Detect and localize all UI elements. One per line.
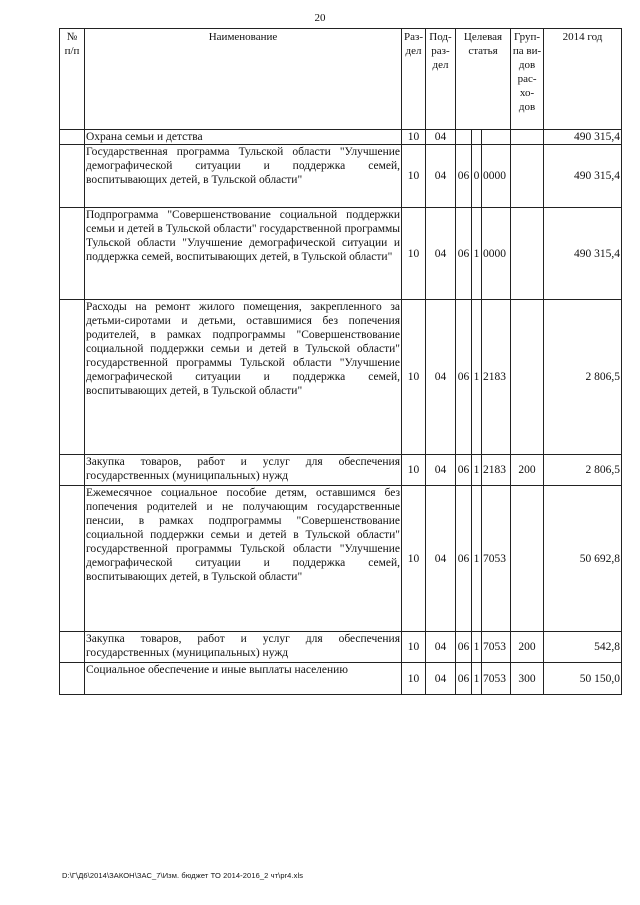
page-number: 20 bbox=[314, 12, 326, 24]
header-expense-group: Груп- па ви- дов рас- хо- дов bbox=[511, 29, 544, 130]
row-razdel-cell: 10 bbox=[402, 455, 426, 486]
table-row bbox=[60, 455, 622, 486]
row-direction-code-cell: 7053 bbox=[482, 486, 511, 632]
row-program-code-cell: 06 bbox=[456, 455, 472, 486]
row-razdel-cell: 10 bbox=[402, 663, 426, 695]
row-name-cell: Социальное обеспечение и иные выплаты населению bbox=[85, 663, 402, 695]
row-podrazdel-cell: 04 bbox=[426, 300, 456, 455]
row-podrazdel-cell: 04 bbox=[426, 632, 456, 663]
row-program-code-cell: 06 bbox=[456, 486, 472, 632]
row-direction-code-cell: 0000 bbox=[482, 208, 511, 300]
table-row bbox=[60, 486, 622, 632]
row-amount-cell: 490 315,4 bbox=[544, 130, 622, 145]
row-amount-cell: 490 315,4 bbox=[544, 208, 622, 300]
table-header-row bbox=[60, 29, 622, 130]
row-subprogram-code-cell: 1 bbox=[472, 486, 482, 632]
row-amount-cell: 2 806,5 bbox=[544, 300, 622, 455]
header-name: Наименование bbox=[85, 29, 402, 130]
row-podrazdel-cell: 04 bbox=[426, 663, 456, 695]
row-direction-code-cell bbox=[482, 130, 511, 145]
row-expense-group-cell: 200 bbox=[511, 632, 544, 663]
row-podrazdel-cell: 04 bbox=[426, 130, 456, 145]
row-amount-cell: 2 806,5 bbox=[544, 455, 622, 486]
row-name-cell: Подпрограмма "Совершенствование социальной поддержки семьи и детей в Тульской области" государственной программы Тульской области "Улучшение демографической ситуации и поддержка семей, воспитывающих детей, в Тульской области" bbox=[85, 208, 402, 300]
row-expense-group-cell bbox=[511, 130, 544, 145]
row-name-cell: Ежемесячное социальное пособие детям, оставшимся без попечения родителей и не получающим государственные пенсии, в рамках подпрограммы "Совершенствование социальной поддержки семьи и детей в Тульской области" государственной программы Тульской области "Улучшение демографической ситуации и поддержка семей, воспитывающих детей, в Тульской области" bbox=[85, 486, 402, 632]
row-subprogram-code-cell: 1 bbox=[472, 300, 482, 455]
table-body bbox=[60, 130, 622, 695]
row-num-cell bbox=[60, 300, 85, 455]
row-subprogram-code-cell bbox=[472, 130, 482, 145]
header-year-2014: 2014 год bbox=[544, 29, 622, 130]
header-num: № п/п bbox=[60, 29, 85, 130]
row-podrazdel-cell: 04 bbox=[426, 486, 456, 632]
table-row bbox=[60, 663, 622, 695]
row-expense-group-cell: 200 bbox=[511, 455, 544, 486]
row-subprogram-code-cell: 0 bbox=[472, 145, 482, 208]
table-row bbox=[60, 300, 622, 455]
row-razdel-cell: 10 bbox=[402, 130, 426, 145]
row-podrazdel-cell: 04 bbox=[426, 145, 456, 208]
row-subprogram-code-cell: 1 bbox=[472, 663, 482, 695]
row-name-cell: Закупка товаров, работ и услуг для обеспечения государственных (муниципальных) нужд bbox=[85, 632, 402, 663]
row-amount-cell: 50 692,8 bbox=[544, 486, 622, 632]
file-path-footer: D:\Г\Д6\2014\ЗАКОН\ЗАС_7\Изм. бюджет ТО 2014-2016_2 чт\pr4.xls bbox=[62, 871, 304, 880]
row-amount-cell: 50 150,0 bbox=[544, 663, 622, 695]
table-row bbox=[60, 145, 622, 208]
row-subprogram-code-cell: 1 bbox=[472, 208, 482, 300]
row-program-code-cell: 06 bbox=[456, 208, 472, 300]
row-program-code-cell: 06 bbox=[456, 663, 472, 695]
row-program-code-cell: 06 bbox=[456, 632, 472, 663]
row-expense-group-cell bbox=[511, 208, 544, 300]
row-direction-code-cell: 0000 bbox=[482, 145, 511, 208]
row-expense-group-cell bbox=[511, 300, 544, 455]
row-razdel-cell: 10 bbox=[402, 208, 426, 300]
row-subprogram-code-cell: 1 bbox=[472, 632, 482, 663]
row-subprogram-code-cell: 1 bbox=[472, 455, 482, 486]
row-amount-cell: 542,8 bbox=[544, 632, 622, 663]
header-razdel: Раз- дел bbox=[402, 29, 426, 130]
row-razdel-cell: 10 bbox=[402, 632, 426, 663]
row-podrazdel-cell: 04 bbox=[426, 455, 456, 486]
budget-table bbox=[59, 28, 622, 695]
row-razdel-cell: 10 bbox=[402, 486, 426, 632]
header-podrazdel: Под- раз- дел bbox=[426, 29, 456, 130]
row-expense-group-cell bbox=[511, 486, 544, 632]
table-row bbox=[60, 632, 622, 663]
row-podrazdel-cell: 04 bbox=[426, 208, 456, 300]
header-target-article: Целевая статья bbox=[456, 29, 511, 130]
row-direction-code-cell: 7053 bbox=[482, 663, 511, 695]
row-program-code-cell: 06 bbox=[456, 145, 472, 208]
row-razdel-cell: 10 bbox=[402, 300, 426, 455]
row-num-cell bbox=[60, 663, 85, 695]
row-expense-group-cell bbox=[511, 145, 544, 208]
row-razdel-cell: 10 bbox=[402, 145, 426, 208]
row-direction-code-cell: 7053 bbox=[482, 632, 511, 663]
row-num-cell bbox=[60, 632, 85, 663]
row-name-cell: Расходы на ремонт жилого помещения, закрепленного за детьми-сиротами и детьми, оставшимися без попечения родителей, в рамках подпрограммы "Совершенствование социальной поддержки семьи и детей в Тульской области" государственной программы Тульской области "Улучшение демографической ситуации и поддержка семей, воспитывающих детей, в Тульской области" bbox=[85, 300, 402, 455]
row-name-cell: Закупка товаров, работ и услуг для обеспечения государственных (муниципальных) нужд bbox=[85, 455, 402, 486]
row-direction-code-cell: 2183 bbox=[482, 455, 511, 486]
row-expense-group-cell: 300 bbox=[511, 663, 544, 695]
row-num-cell bbox=[60, 486, 85, 632]
table-row bbox=[60, 208, 622, 300]
row-name-cell: Государственная программа Тульской области "Улучшение демографической ситуации и поддержка семей, воспитывающих детей, в Тульской области" bbox=[85, 145, 402, 208]
row-direction-code-cell: 2183 bbox=[482, 300, 511, 455]
row-num-cell bbox=[60, 208, 85, 300]
row-num-cell bbox=[60, 145, 85, 208]
row-num-cell bbox=[60, 455, 85, 486]
table-row bbox=[60, 130, 622, 145]
row-amount-cell: 490 315,4 bbox=[544, 145, 622, 208]
row-num-cell bbox=[60, 130, 85, 145]
row-name-cell: Охрана семьи и детства bbox=[85, 130, 402, 145]
row-program-code-cell bbox=[456, 130, 472, 145]
row-program-code-cell: 06 bbox=[456, 300, 472, 455]
